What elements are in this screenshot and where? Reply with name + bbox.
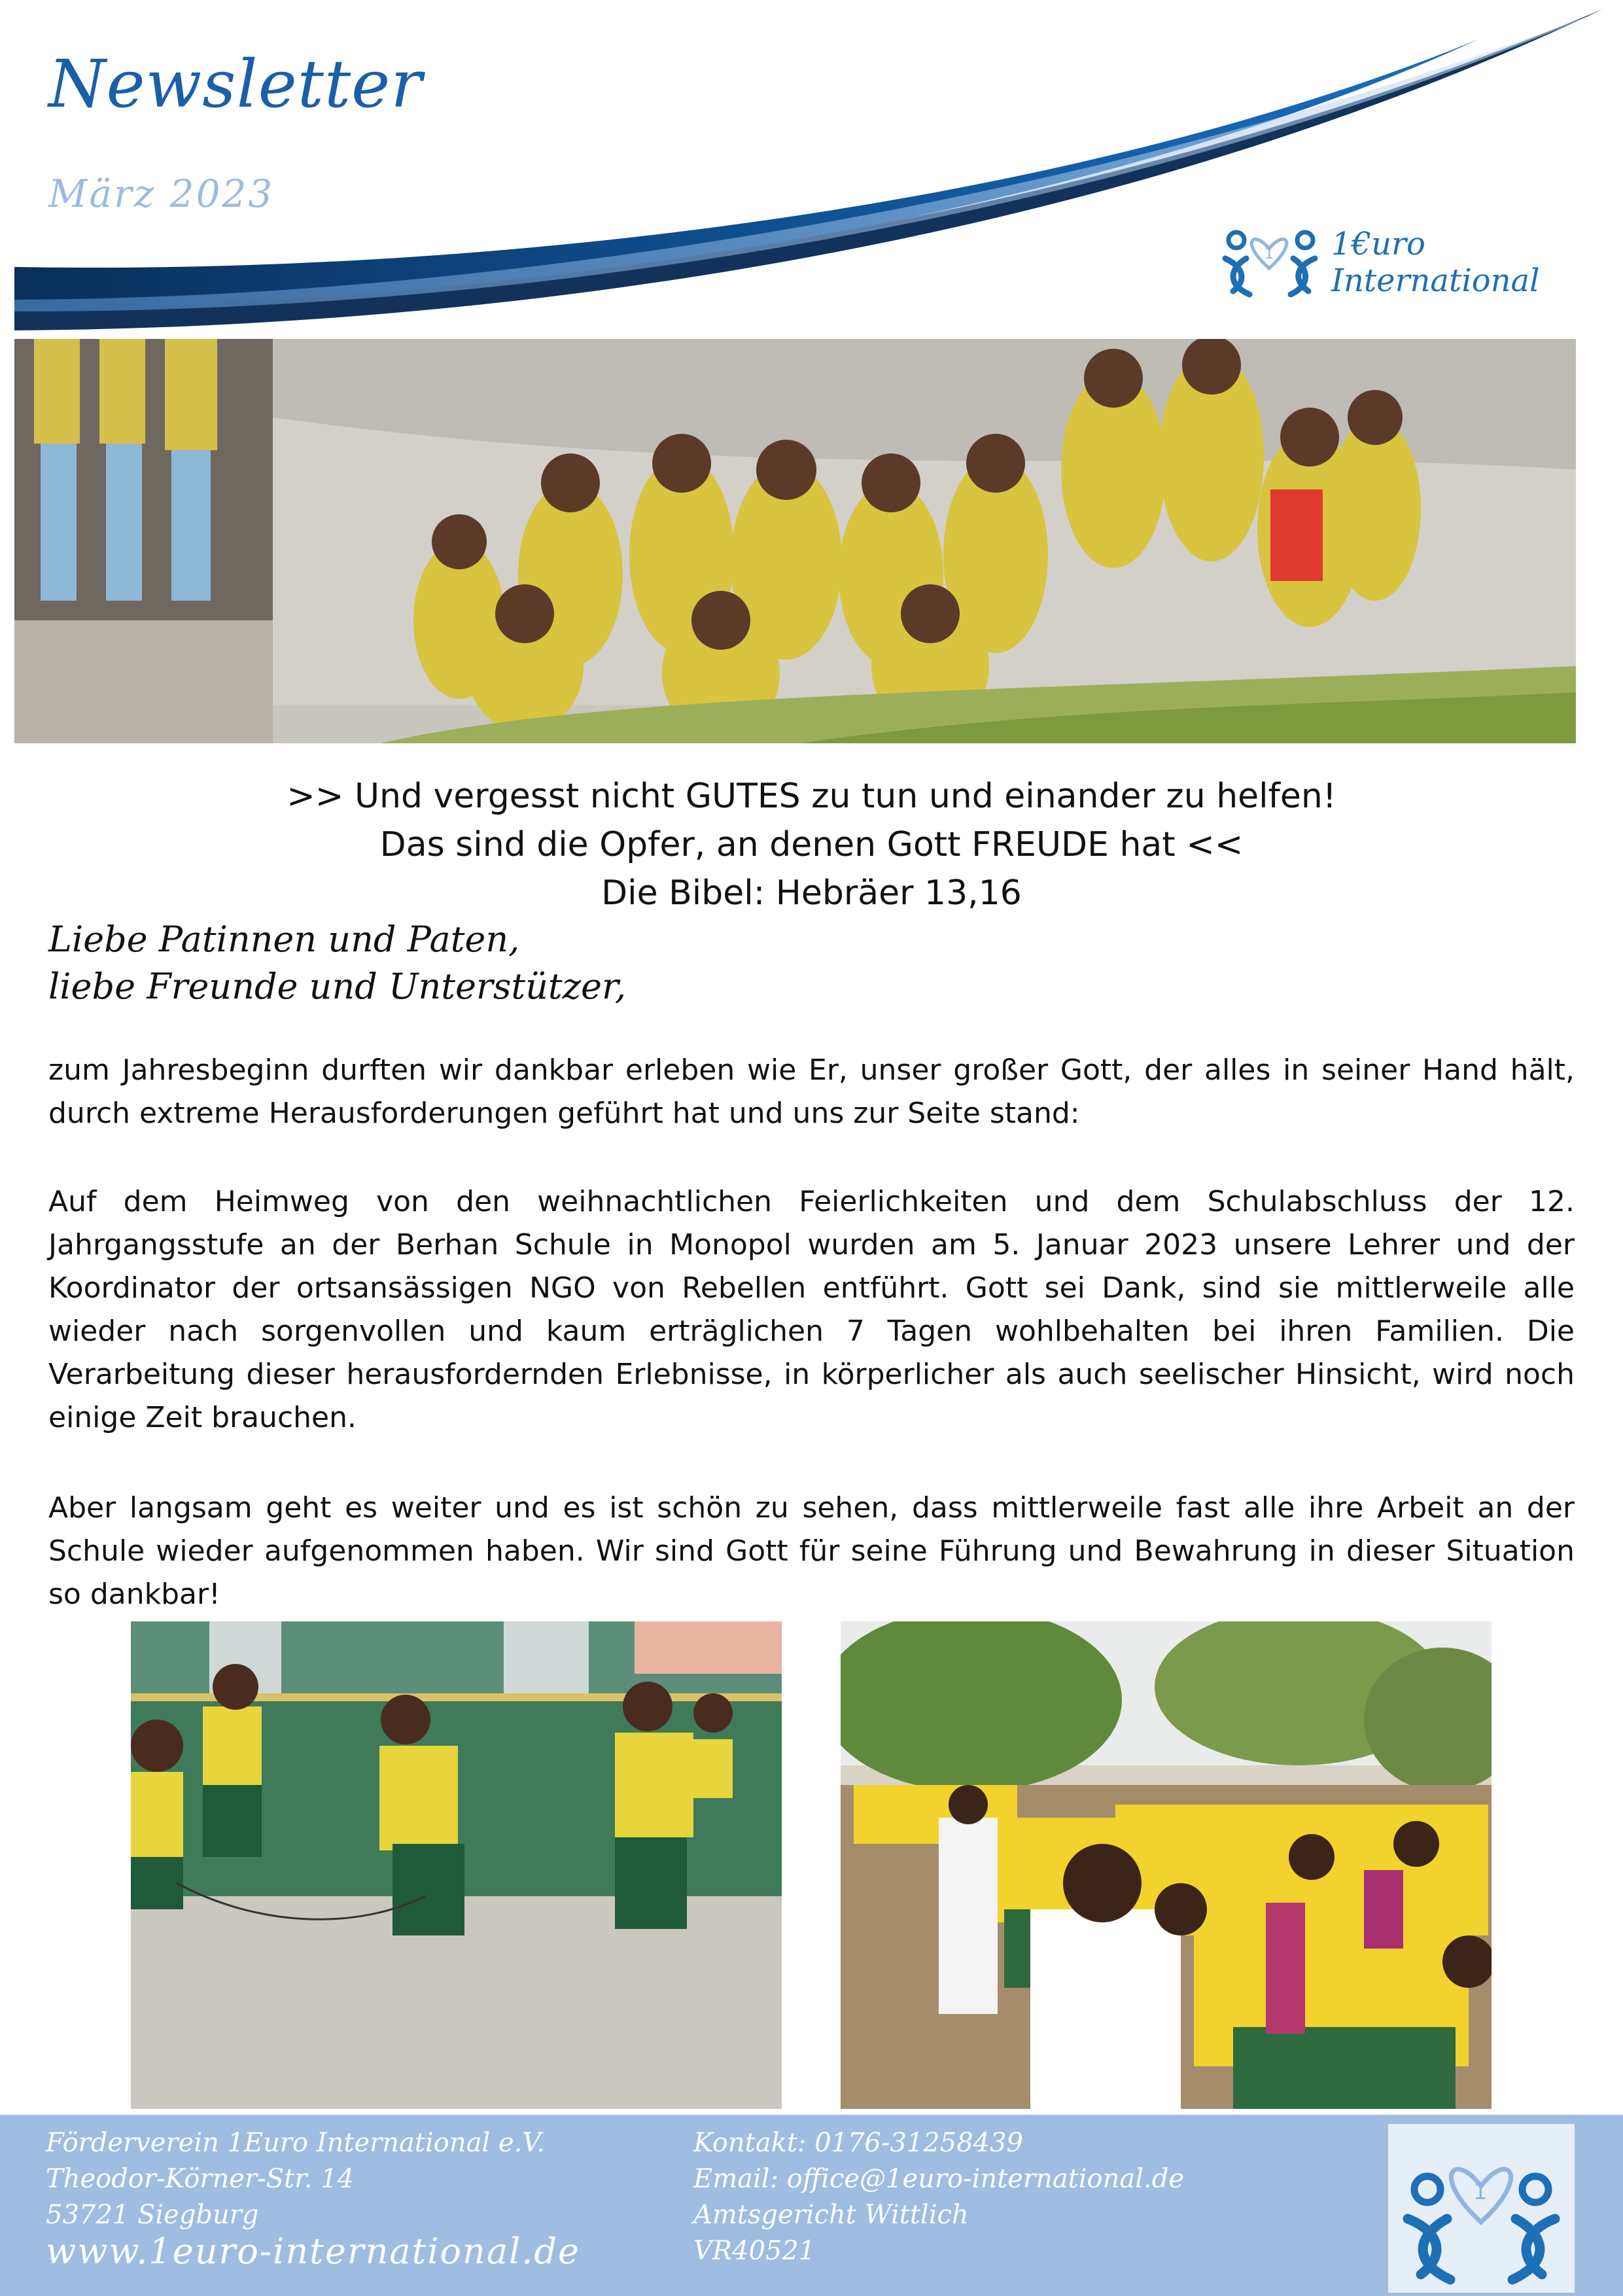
- verse-line-2: Das sind die Opfer, an denen Gott FREUDE hat <<: [379, 825, 1244, 864]
- svg-text:1: 1: [1265, 246, 1274, 262]
- footer-contact: [693, 2125, 1184, 2269]
- 1euro-heart-people-icon: [1213, 213, 1325, 304]
- bible-verse: [0, 772, 1623, 917]
- paragraph-intro: zum Jahresbeginn durften wir dankbar erleben wie Er, unser großer Gott, der alles in seiner Hand hält, durch extreme Herausforderungen geführt hat und uns zur Seite stand:: [48, 1053, 1575, 1130]
- paragraph-kidnapping: Auf dem Heimweg von den weihnachtlichen Feierlichkeiten und dem Schulabschluss der 12. Jahrgangsstufe an der Berhan Schule in Monopol wurden am 5. Januar 2023 unsere Lehrer und der Koordinator der ortsansässigen NGO von Rebellen entführt. Gott sei Dank, sind sie mittlerweile alle wieder nach sorgenvollen und kaum erträglichen 7 Tagen wohlbehalten bei ihren Familien. Die Verarbeitung dieser herausfordernden Erlebnisse, in körperlicher als auch seelischer Hinsicht, wird noch einige Zeit brauchen.: [48, 1185, 1575, 1434]
- greeting-line-1: Liebe Patinnen und Paten,: [48, 919, 520, 960]
- paragraph-recovery: Aber langsam geht es weiter und es ist schön zu sehen, dass mittlerweile fast alle ihre Arbeit an der Schule wieder aufgenommen haben. Wir sind Gott für seine Führung und Bewahrung in dieser Situation so dankbar!: [48, 1491, 1575, 1611]
- footer-court: Amtsgericht Wittlich: [693, 2200, 969, 2230]
- greeting: [48, 916, 626, 1010]
- hero-photo: [14, 339, 1576, 743]
- verse-line-1: >> Und vergesst nicht GUTES zu tun und einander zu helfen!: [287, 777, 1336, 816]
- footer-logo: [1388, 2124, 1575, 2293]
- 1euro-heart-people-icon: [1388, 2124, 1575, 2293]
- organization-logo: [1213, 213, 1580, 304]
- jump-rope-photo: [131, 1621, 782, 2109]
- greeting-line-2: liebe Freunde und Unterstützer,: [48, 966, 627, 1007]
- footer-organization: Förderverein 1Euro International e.V.: [46, 2128, 545, 2158]
- footer-email-link[interactable]: Email: office@1euro-international.de: [693, 2164, 1185, 2194]
- school-assembly-photo: [841, 1621, 1492, 2109]
- svg-text:1: 1: [1473, 2179, 1488, 2205]
- logo-line-2: International: [1331, 262, 1540, 299]
- footer-website-link[interactable]: www.1euro-international.de: [46, 2231, 580, 2272]
- footer-street: Theodor-Körner-Str. 14: [46, 2164, 355, 2194]
- footer-address: [46, 2125, 580, 2272]
- logo-line-1: 1€uro: [1331, 226, 1425, 262]
- footer-city: 53721 Siegburg: [46, 2200, 259, 2230]
- newsletter-date: März 2023: [48, 171, 275, 216]
- footer-register: VR40521: [693, 2236, 816, 2266]
- newsletter-title: Newsletter: [48, 46, 423, 122]
- verse-reference: Die Bibel: Hebräer 13,16: [601, 874, 1022, 913]
- logo-text: [1331, 226, 1539, 299]
- footer: [0, 2115, 1623, 2296]
- footer-phone[interactable]: Kontakt: 0176-31258439: [693, 2128, 1023, 2158]
